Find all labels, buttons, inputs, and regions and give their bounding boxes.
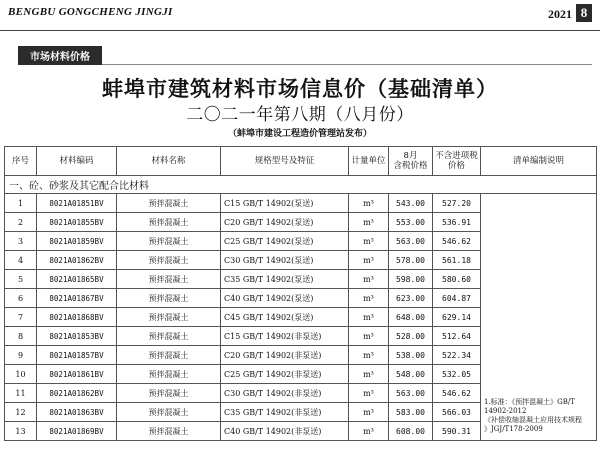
row-unit: m³ <box>349 365 389 384</box>
section-tab-underline <box>18 64 102 65</box>
row-price-ex: 546.62 <box>433 232 481 251</box>
row-spec: C25 GB/T 14902(泵送) <box>221 232 349 251</box>
row-price: 598.00 <box>389 270 433 289</box>
row-spec: C15 GB/T 14902(泵送) <box>221 194 349 213</box>
category-row <box>5 176 597 194</box>
row-name: 预拌混凝土 <box>117 327 221 346</box>
row-code: 8021A01855BV <box>37 213 117 232</box>
row-code: 8021A01861BV <box>37 365 117 384</box>
row-price: 538.00 <box>389 346 433 365</box>
row-price: 563.00 <box>389 232 433 251</box>
row-spec: C35 GB/T 14902(泵送) <box>221 270 349 289</box>
row-name: 预拌混凝土 <box>117 346 221 365</box>
row-code: 8021A01851BV <box>37 194 117 213</box>
row-unit: m³ <box>349 422 389 441</box>
row-price: 648.00 <box>389 308 433 327</box>
row-no: 4 <box>5 251 37 270</box>
page-header <box>0 0 600 30</box>
note-line: 1.标准：《预拌混凝土》GB/T <box>484 398 575 406</box>
row-price-ex: 527.20 <box>433 194 481 213</box>
header-note: 清单编制说明 <box>481 147 597 176</box>
row-unit: m³ <box>349 308 389 327</box>
category-label: 一、砼、砂浆及其它配合比材料 <box>5 176 597 194</box>
note-line: 》JGJ/T178-2009 <box>484 425 543 433</box>
row-unit: m³ <box>349 251 389 270</box>
row-unit: m³ <box>349 289 389 308</box>
row-name: 预拌混凝土 <box>117 403 221 422</box>
table-header-row <box>5 147 597 176</box>
row-code: 8021A01862BV <box>37 384 117 403</box>
row-price-ex: 522.34 <box>433 346 481 365</box>
row-note <box>481 194 597 441</box>
row-unit: m³ <box>349 346 389 365</box>
row-no: 11 <box>5 384 37 403</box>
row-price-ex: 580.60 <box>433 270 481 289</box>
row-code: 8021A01853BV <box>37 327 117 346</box>
row-price-ex: 566.03 <box>433 403 481 422</box>
row-name: 预拌混凝土 <box>117 232 221 251</box>
row-spec: C20 GB/T 14902(非泵送) <box>221 346 349 365</box>
row-no: 2 <box>5 213 37 232</box>
row-price: 543.00 <box>389 194 433 213</box>
row-name: 预拌混凝土 <box>117 194 221 213</box>
row-code: 8021A01859BV <box>37 232 117 251</box>
row-unit: m³ <box>349 232 389 251</box>
row-spec: C30 GB/T 14902(非泵送) <box>221 384 349 403</box>
row-price-ex: 512.64 <box>433 327 481 346</box>
row-spec: C25 GB/T 14902(非泵送) <box>221 365 349 384</box>
row-price-ex: 604.87 <box>433 289 481 308</box>
row-spec: C40 GB/T 14902(泵送) <box>221 289 349 308</box>
row-code: 8021A01865BV <box>37 270 117 289</box>
row-no: 9 <box>5 346 37 365</box>
row-price-ex: 536.91 <box>433 213 481 232</box>
row-spec: C45 GB/T 14902(泵送) <box>221 308 349 327</box>
row-name: 预拌混凝土 <box>117 308 221 327</box>
row-no: 3 <box>5 232 37 251</box>
row-no: 12 <box>5 403 37 422</box>
row-price: 553.00 <box>389 213 433 232</box>
row-name: 预拌混凝土 <box>117 384 221 403</box>
row-unit: m³ <box>349 194 389 213</box>
row-unit: m³ <box>349 327 389 346</box>
row-spec: C20 GB/T 14902(泵送) <box>221 213 349 232</box>
row-name: 预拌混凝土 <box>117 289 221 308</box>
issue-subtitle: 二〇二一年第八期（八月份） <box>186 105 414 125</box>
row-price: 608.00 <box>389 422 433 441</box>
header-price: 8月 含税价格 <box>389 147 433 176</box>
row-price: 623.00 <box>389 289 433 308</box>
row-name: 预拌混凝土 <box>117 270 221 289</box>
row-code: 8021A01862BV <box>37 251 117 270</box>
table-row <box>5 194 597 213</box>
header-price-ex: 不含进项税价格 <box>433 147 481 176</box>
row-price-ex: 561.18 <box>433 251 481 270</box>
page-title: 蚌埠市建筑材料市场信息价（基础清单） <box>102 77 498 101</box>
row-unit: m³ <box>349 384 389 403</box>
row-unit: m³ <box>349 213 389 232</box>
row-name: 预拌混凝土 <box>117 365 221 384</box>
header-spec: 规格型号及特征 <box>221 147 349 176</box>
row-name: 预拌混凝土 <box>117 213 221 232</box>
row-unit: m³ <box>349 270 389 289</box>
row-price: 583.00 <box>389 403 433 422</box>
header-code: 材料编码 <box>37 147 117 176</box>
row-name: 预拌混凝土 <box>117 251 221 270</box>
issue-year: 2021 <box>548 7 572 21</box>
header-name: 材料名称 <box>117 147 221 176</box>
note-line: 《补偿收缩混凝土应用技术规程 <box>484 416 582 424</box>
row-no: 7 <box>5 308 37 327</box>
row-price: 563.00 <box>389 384 433 403</box>
price-table <box>4 146 597 441</box>
row-price-ex: 590.31 <box>433 422 481 441</box>
row-spec: C15 GB/T 14902(非泵送) <box>221 327 349 346</box>
row-price-ex: 532.05 <box>433 365 481 384</box>
row-no: 10 <box>5 365 37 384</box>
row-name: 预拌混凝土 <box>117 422 221 441</box>
journal-name: BENGBU GONGCHENG JINGJI <box>8 6 173 18</box>
header-no: 序号 <box>5 147 37 176</box>
row-spec: C40 GB/T 14902(非泵送) <box>221 422 349 441</box>
row-spec: C35 GB/T 14902(非泵送) <box>221 403 349 422</box>
row-unit: m³ <box>349 403 389 422</box>
row-code: 8021A01867BV <box>37 289 117 308</box>
section-divider <box>102 64 592 65</box>
row-no: 6 <box>5 289 37 308</box>
row-no: 1 <box>5 194 37 213</box>
header-divider <box>0 30 600 31</box>
row-code: 8021A01863BV <box>37 403 117 422</box>
row-code: 8021A01857BV <box>37 346 117 365</box>
page-number: 8 <box>576 4 592 22</box>
row-no: 8 <box>5 327 37 346</box>
note-line: 14902-2012 <box>484 407 527 415</box>
row-code: 8021A01869BV <box>37 422 117 441</box>
row-price-ex: 546.62 <box>433 384 481 403</box>
row-code: 8021A01868BV <box>37 308 117 327</box>
row-price: 548.00 <box>389 365 433 384</box>
row-no: 13 <box>5 422 37 441</box>
row-spec: C30 GB/T 14902(泵送) <box>221 251 349 270</box>
section-tab: 市场材料价格 <box>18 46 102 64</box>
row-price: 578.00 <box>389 251 433 270</box>
row-no: 5 <box>5 270 37 289</box>
row-price: 528.00 <box>389 327 433 346</box>
publisher-line: （蚌埠市建设工程造价管理站发布） <box>227 129 372 139</box>
header-unit: 计量单位 <box>349 147 389 176</box>
row-price-ex: 629.14 <box>433 308 481 327</box>
